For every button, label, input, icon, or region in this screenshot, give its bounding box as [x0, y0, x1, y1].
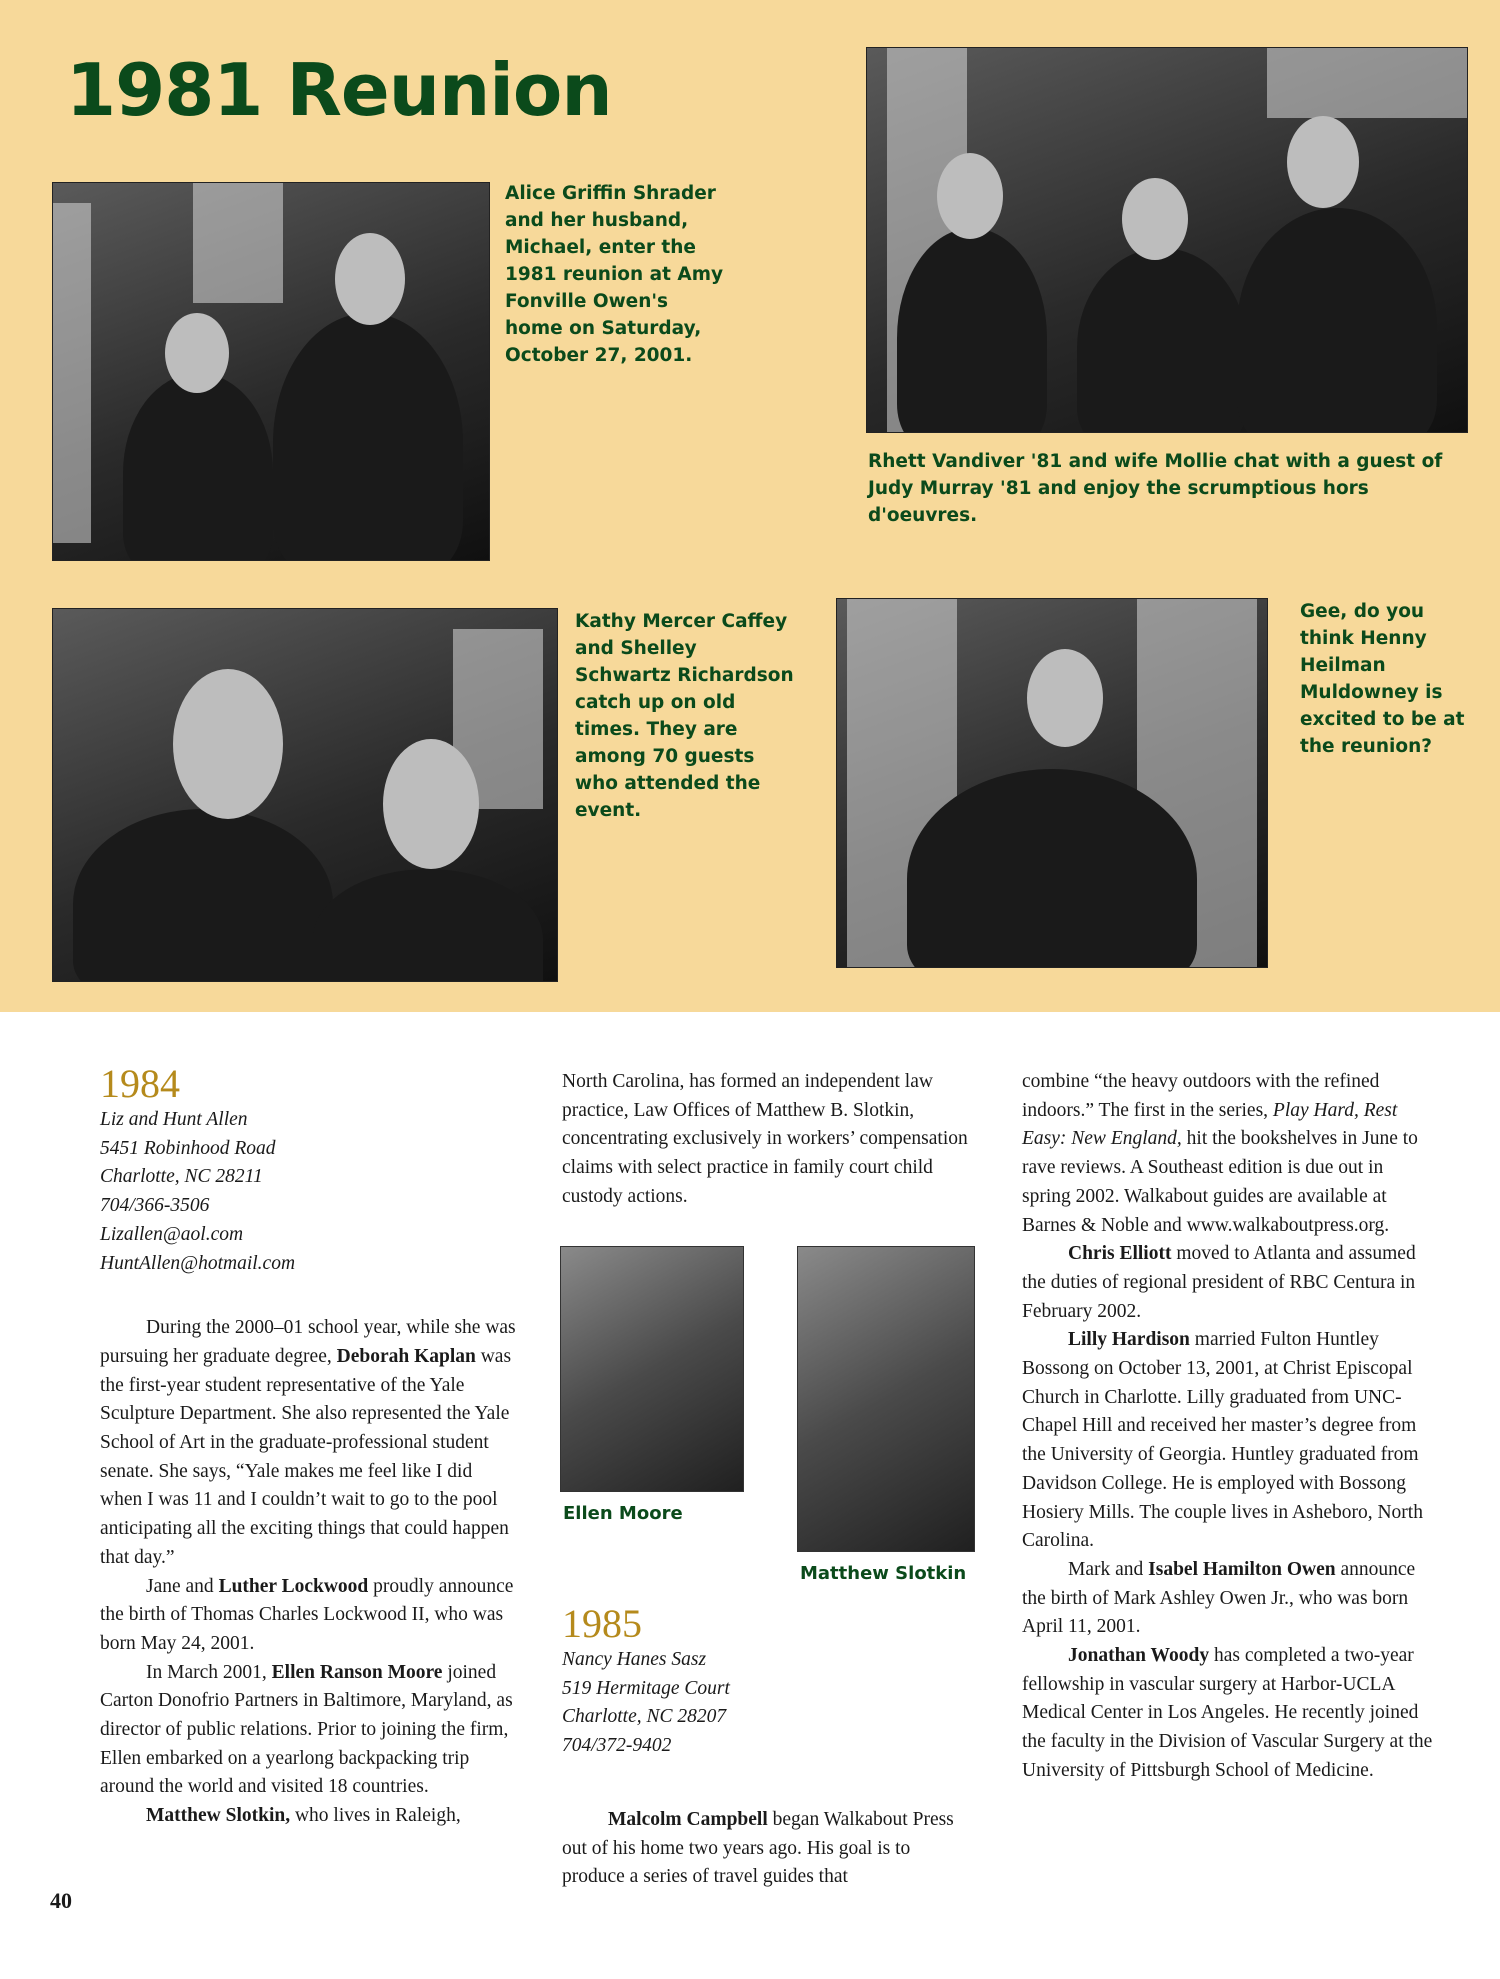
- photo-caption-vandiver: Rhett Vandiver '81 and wife Mollie chat with a guest of Judy Murray '81 and enjoy the scrumptious hors d'oeuvres.: [868, 451, 1443, 526]
- class-1985-column: [562, 1602, 972, 1892]
- news-woody: Jonathan Woody has completed a two-year fellowship in vascular surgery at Harbor-UCLA Medical Center in Los Angeles. He recently joined the faculty in the Division of Vascular Surgery at the University of Pittsburgh School of Medicine.: [1022, 1645, 1433, 1781]
- news-owen: Mark and Isabel Hamilton Owen announce the birth of Mark Ashley Owen Jr., who was born April 11, 2001.: [1022, 1558, 1416, 1638]
- news-lockwood: Jane and Luther Lockwood proudly announce the birth of Thomas Charles Lockwood II, who was born May 24, 2001.: [100, 1575, 514, 1654]
- class-1985-address-street: 519 Hermitage Court: [562, 1677, 730, 1699]
- caption-matthew-slotkin: Matthew Slotkin: [800, 1563, 967, 1584]
- news-hardison: Lilly Hardison married Fulton Huntley Bossong on October 13, 2001, at Christ Episcopal Church in Charlotte. Lilly graduated from UNC-Chapel Hill and received her master’s degree from the University of Georgia. Huntley graduated from Davidson College. He is employed with Bossong Hosiery Mills. The couple lives in Asheboro, North Carolina.: [1022, 1329, 1423, 1552]
- class-1984-address-city: Charlotte, NC 28211: [100, 1166, 263, 1188]
- class-1985-address-name: Nancy Hanes Sasz: [562, 1649, 707, 1670]
- news-elliott: Chris Elliott moved to Atlanta and assumed the duties of regional president of RBC Centura in February 2002.: [1022, 1243, 1416, 1322]
- photo-caption-caffey: Kathy Mercer Caffey and Shelley Schwartz Richardson catch up on old times. They are among 70 guests who attended the event.: [575, 611, 794, 821]
- photo-ellen-moore: [560, 1246, 744, 1492]
- photo-muldowney: [836, 598, 1268, 968]
- news-moore: In March 2001, Ellen Ranson Moore joined Carton Donofrio Partners in Baltimore, Maryland, as director of public relations. Prior to joining the firm, Ellen embarked on a yearlong backpacking trip around the world and visited 18 countries.: [100, 1661, 513, 1798]
- photo-caffey-richardson: [52, 608, 558, 982]
- photo-shrader-couple: [52, 182, 490, 561]
- news-slotkin-start: Matthew Slotkin, who lives in Raleigh,: [146, 1805, 461, 1827]
- news-campbell-cont: combine “the heavy outdoors with the refined indoors.” The first in the series, Play Hard, Rest Easy: New England, hit the bookshelves in June to rave reviews. A Southeast edition is due out in spring 2002. Walkabout guides are available at Barnes & Noble and www.walkaboutpress.org.: [1022, 1071, 1418, 1236]
- right-column: [1022, 1068, 1436, 1786]
- class-year-1985: 1985: [562, 1601, 642, 1646]
- photo-vandiver-couple: [866, 47, 1468, 433]
- class-1984-address-email-hunt: HuntAllen@hotmail.com: [100, 1252, 296, 1274]
- class-1984-address-email-liz: Lizallen@aol.com: [100, 1223, 244, 1245]
- class-1984-address-phone: 704/366-3506: [100, 1195, 210, 1217]
- caption-ellen-moore: Ellen Moore: [563, 1503, 683, 1524]
- middle-column-top: [562, 1068, 972, 1212]
- page-title: 1981 Reunion: [66, 48, 612, 132]
- news-campbell-start: Malcolm Campbell began Walkabout Press out of his home two years ago. His goal is to produce a series of travel guides that: [562, 1808, 954, 1888]
- news-slotkin-cont: North Carolina, has formed an independent law practice, Law Offices of Matthew B. Slotkin, concentrating exclusively in workers’ compensation claims with select practice in family court child custody actions.: [562, 1071, 968, 1207]
- class-1985-address-phone: 704/372-9402: [562, 1735, 672, 1757]
- class-1984-column: [100, 1062, 518, 1831]
- photo-caption-shrader: Alice Griffin Shrader and her husband, Michael, enter the 1981 reunion at Amy Fonville Owen's home on Saturday, October 27, 2001.: [505, 183, 724, 366]
- class-1984-address-street: 5451 Robinhood Road: [100, 1137, 276, 1159]
- photo-caption-muldowney: Gee, do you think Henny Heilman Muldowney is excited to be at the reunion?: [1300, 601, 1465, 757]
- class-1985-address-city: Charlotte, NC 28207: [562, 1706, 727, 1728]
- photo-matthew-slotkin: [797, 1246, 975, 1552]
- page-number: 40: [50, 1888, 72, 1913]
- news-kaplan: During the 2000–01 school year, while she was pursuing her graduate degree, Deborah Kaplan was the first-year student representative of the Yale Sculpture Department. She also represented the Yale School of Art in the graduate-professional student senate. She says, “Yale makes me feel like I did when I was 11 and I couldn’t wait to go to the pool anticipating all the exciting things that could happen that day.”: [100, 1317, 516, 1568]
- class-year-1984: 1984: [100, 1061, 180, 1106]
- class-1984-address-name: Liz and Hunt Allen: [100, 1109, 248, 1130]
